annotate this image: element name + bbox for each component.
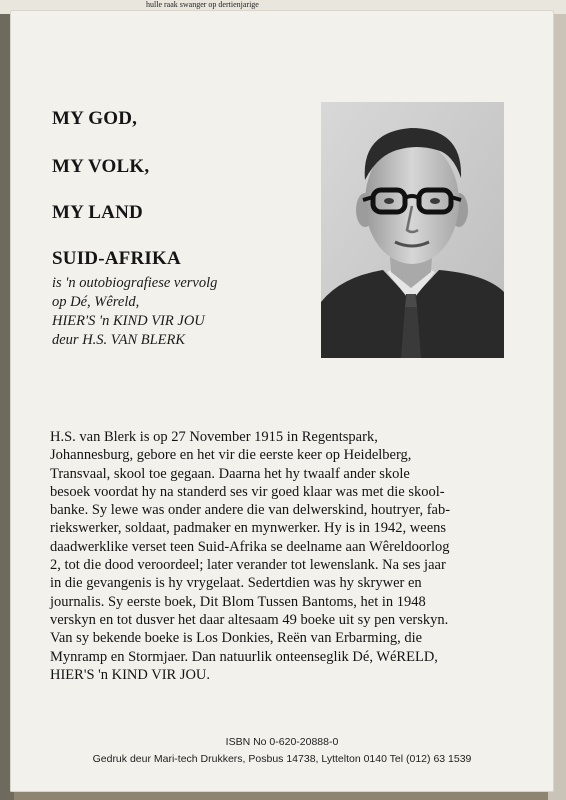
- backdrop-page-text: hulle raak swanger op dertienjarige: [146, 0, 259, 9]
- biography-line: daadwerklike verset teen Suid-Afrika se deelname aan Wêreldoorlog: [50, 538, 450, 555]
- author-biography: [50, 428, 520, 684]
- title-line-3: MY LAND: [52, 202, 143, 223]
- biography-line: in die gevangenis is hy vrygelaat. Sedertdien was hy skrywer en: [50, 575, 422, 592]
- subtitle-line: op Dé, Wêreld,: [52, 294, 140, 310]
- biography-line: Mynramp en Stormjaer. Dan natuurlik onteenseglik Dé, WéRELD,: [50, 648, 438, 665]
- biography-line: Van sy bekende boeke is Los Donkies, Reën van Erbarming, die: [50, 630, 423, 647]
- isbn-number: ISBN No 0-620-20888-0: [225, 736, 339, 748]
- biography-line: Johannesburg, gebore en het vir die eerste keer op Heidelberg,: [50, 447, 412, 464]
- subtitle-line: is 'n outobiografiese vervolg: [52, 275, 218, 291]
- book-back-cover: [10, 10, 554, 792]
- biography-line: journalis. Sy eerste boek, Dit Blom Tussen Bantoms, het in 1948: [50, 593, 426, 610]
- title-line-2: MY VOLK,: [52, 156, 150, 177]
- biography-line: banke. Sy lewe was onder andere die van delwerskind, houtryer, fab-: [50, 502, 451, 519]
- subtitle-block: [52, 274, 217, 350]
- printer-imprint: Gedruk deur Mari-tech Drukkers, Posbus 14738, Lyttelton 0140 Tel (012) 63 1539: [92, 753, 472, 765]
- portrait-illustration: [321, 102, 504, 358]
- biography-line: 2, tot die dood veroordeel; later verander tot lewenslank. Na ses jaar: [50, 557, 446, 574]
- title-line-1: MY GOD,: [52, 108, 138, 129]
- subtitle-line: HIER'S 'n KIND VIR JOU: [52, 313, 205, 329]
- title-line-4: SUID-AFRIKA: [52, 248, 181, 269]
- biography-line: riekswerker, soldaat, padmaker en mynwerker. Hy is in 1942, weens: [50, 520, 447, 537]
- author-portrait-photo: [321, 102, 504, 358]
- biography-line: HIER'S 'n KIND VIR JOU.: [50, 666, 211, 683]
- subtitle-line: deur H.S. VAN BLERK: [52, 332, 186, 348]
- biography-line: Transvaal, skool toe gegaan. Daarna het hy twaalf ander skole: [50, 465, 410, 482]
- biography-line: verskyn en tot dusver het daar altesaam 49 boeke uit sy pen verskyn.: [50, 611, 449, 628]
- biography-line: besoek voordat hy na standerd ses vir goed klaar was met die skool-: [50, 483, 445, 500]
- biography-line: H.S. van Blerk is op 27 November 1915 in Regentspark,: [50, 429, 378, 445]
